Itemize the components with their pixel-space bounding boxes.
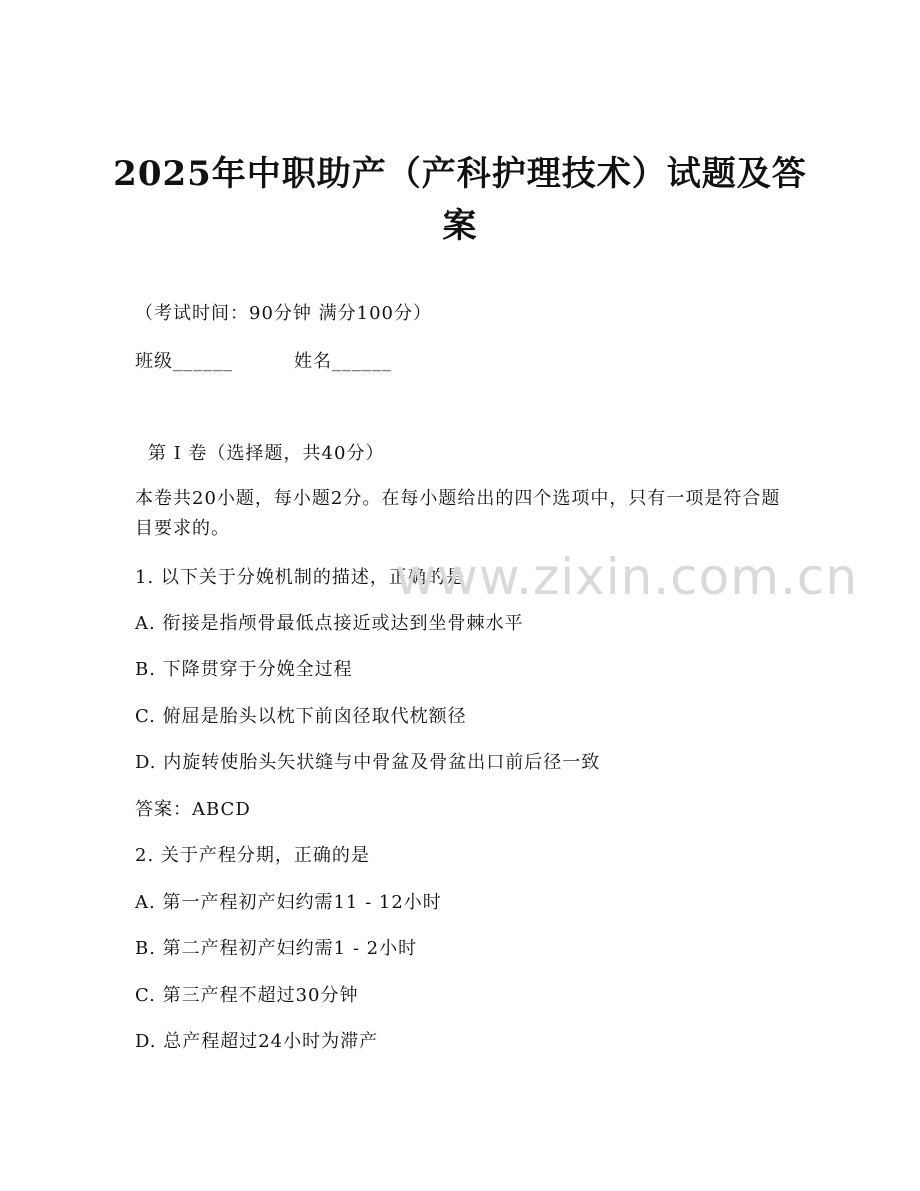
watermark: www.zixin.com.cn	[395, 548, 859, 606]
question-2-option-d: D. 总产程超过24小时为滞产	[135, 1031, 379, 1052]
instructions-paragraph: 本卷共20小题，每小题2分。在每小题给出的四个选项中，只有一项是符合题目要求的。	[135, 488, 781, 539]
question-1-option-c: C. 俯屈是胎头以枕下前囟径取代枕额径	[135, 706, 467, 727]
question-1-answer: 答案：ABCD	[135, 799, 251, 820]
name-field-label: 姓名______	[294, 351, 392, 372]
question-1-option-a: A. 衔接是指颅骨最低点接近或达到坐骨棘水平	[135, 613, 524, 634]
question-1-stem: 1. 以下关于分娩机制的描述，正确的是	[135, 567, 465, 588]
question-2-option-a: A. 第一产程初产妇约需11 - 12小时	[135, 892, 442, 913]
document-title: 2025年中职助产（产科护理技术）试题及答案	[113, 154, 807, 246]
question-1-option-d: D. 内旋转使胎头矢状缝与中骨盆及骨盆出口前后径一致	[135, 752, 601, 773]
question-2-option-c: C. 第三产程不超过30分钟	[135, 985, 359, 1006]
question-2-option-b: B. 第二产程初产妇约需1 - 2小时	[135, 938, 418, 959]
exam-info: （考试时间：90分钟 满分100分）	[135, 303, 432, 324]
question-2-stem: 2. 关于产程分期，正确的是	[135, 845, 370, 866]
question-1-option-b: B. 下降贯穿于分娩全过程	[135, 659, 353, 680]
class-field-label: 班级______	[135, 351, 233, 372]
section-heading: 第 I 卷（选择题，共40分）	[148, 443, 385, 464]
